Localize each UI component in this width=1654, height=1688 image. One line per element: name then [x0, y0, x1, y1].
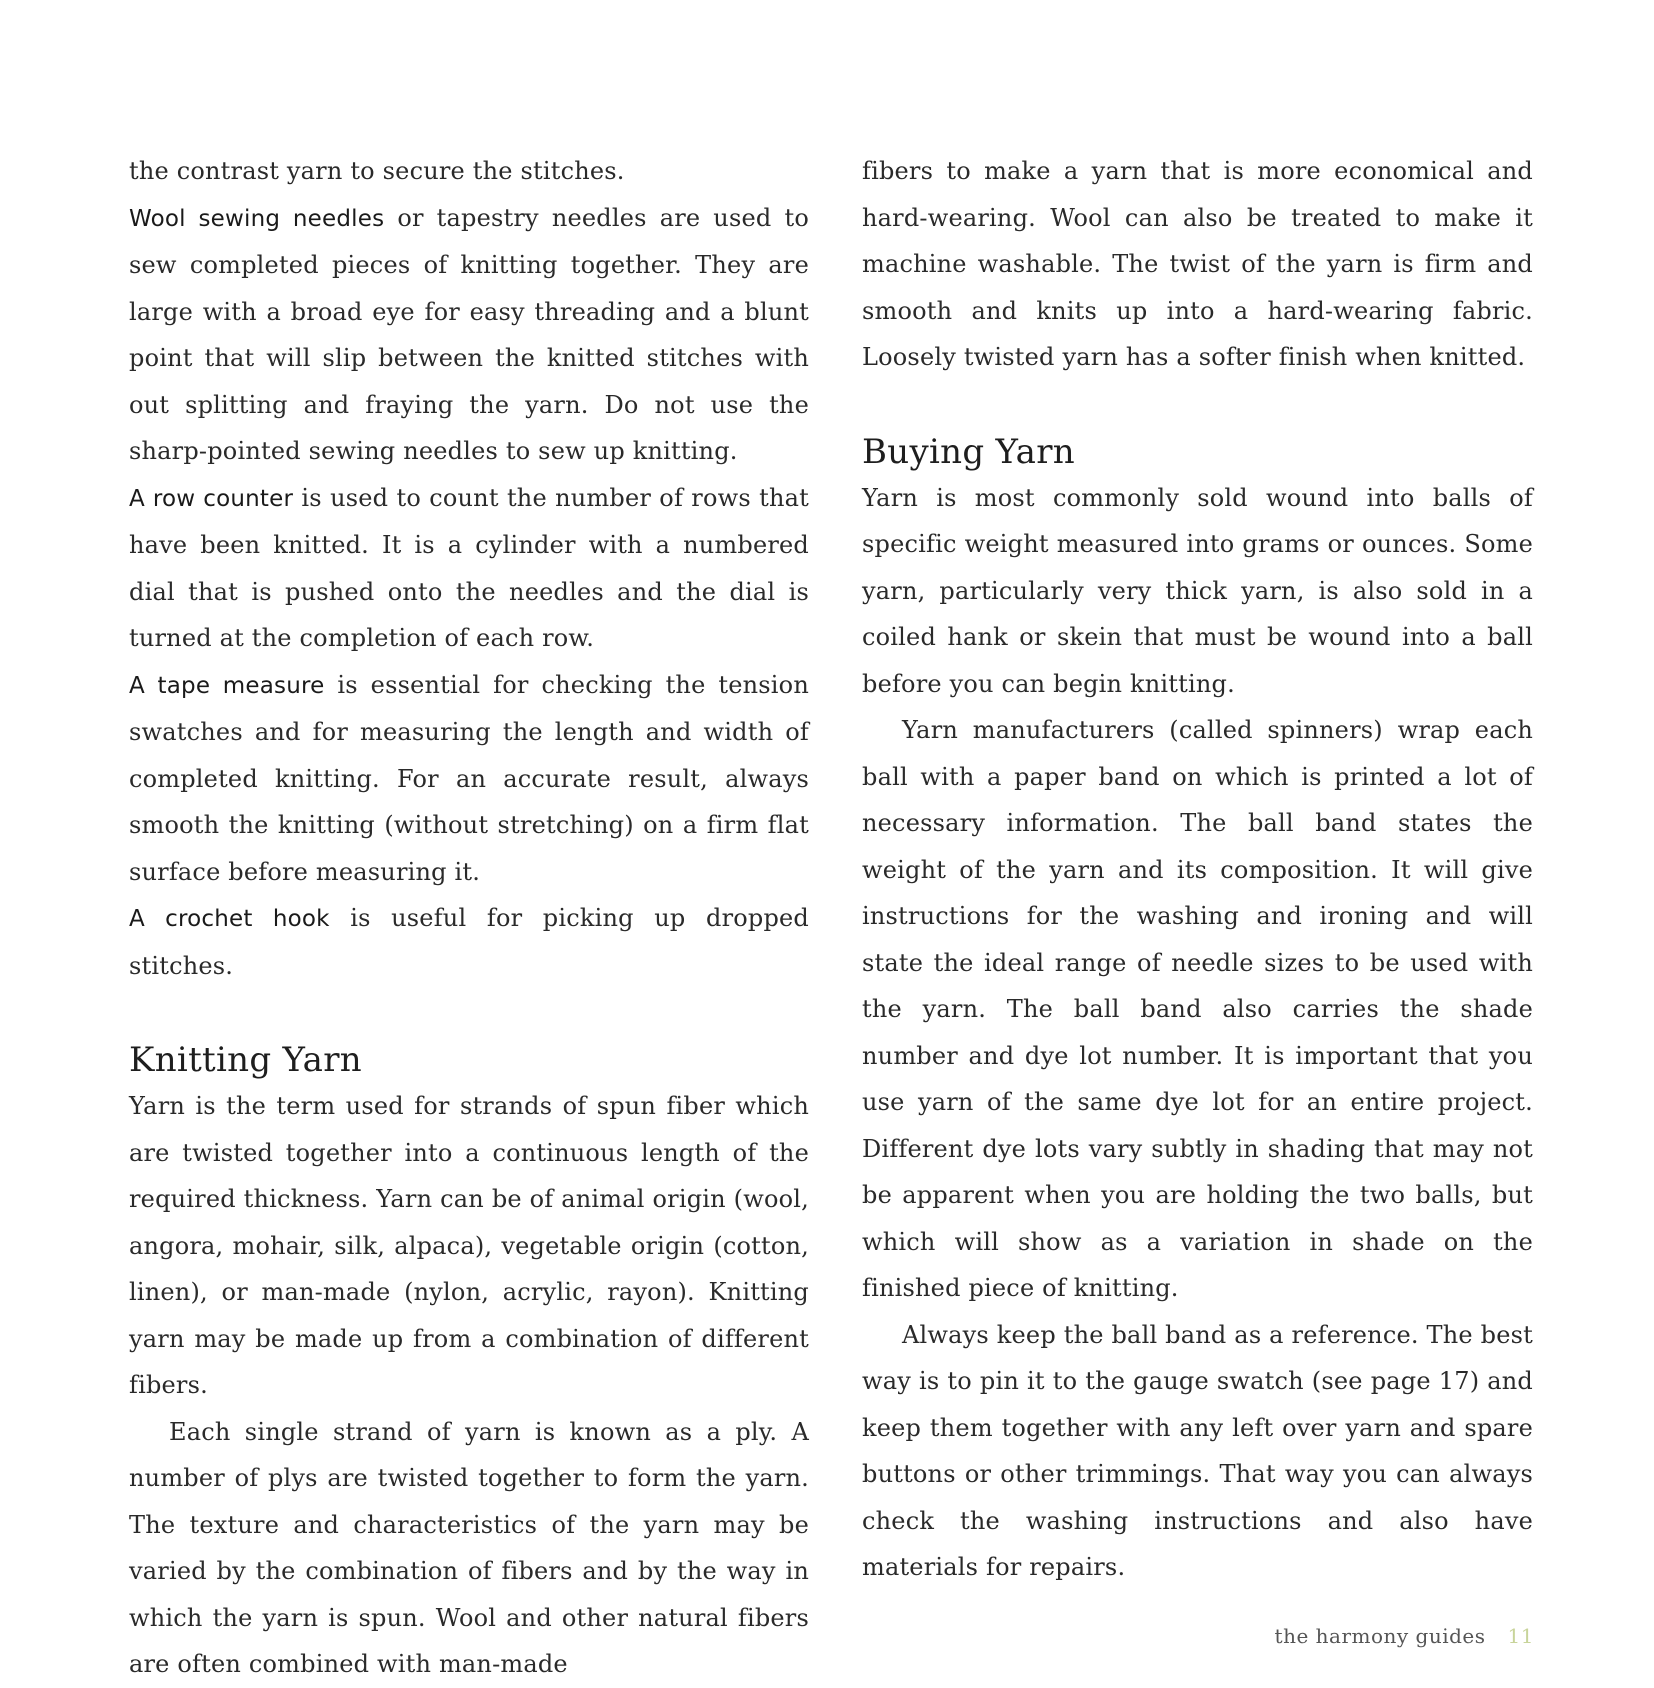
page-footer	[1275, 1624, 1534, 1648]
text-crochet-hook: is useful for picking up dropped stitches.	[129, 904, 809, 980]
series-title: the harmony guides	[1274, 1624, 1486, 1648]
term-tape-measure: A tape measure	[129, 672, 325, 699]
text-wool-sewing-needles: or tapestry needles are used to sew completed pieces of knitting together. They are large with a broad eye for easy threading and a blunt point that will slip between the knitted stitches with out splitting and fraying the yarn. Do not use the sharp-pointed sewing needles to sew up knitting.	[129, 203, 809, 465]
right-column	[862, 148, 1533, 1591]
section-gap	[862, 381, 1533, 429]
term-row-counter: A row counter	[129, 485, 294, 512]
section-gap	[129, 989, 809, 1037]
paragraph-continued: fibers to make a yarn that is more economical and hard-wearing. Wool can also be treated to make it machine washable. The twist of the yarn is firm and smooth and knits up into a hard-wearing fabric. Loosely twisted yarn has a softer finish when knitted.	[862, 157, 1533, 371]
heading-buying-yarn: Buying Yarn	[862, 431, 1075, 472]
paragraph-keep-band: Always keep the ball band as a reference. The best way is to pin it to the gauge swatch (see page 17) and keep them together with any left over yarn and spare buttons or other trimmings. That way you can always check the washing instructions and also have materials for repairs.	[862, 1320, 1533, 1581]
paragraph-intro: the contrast yarn to secure the stitches.	[129, 157, 625, 185]
left-column	[129, 148, 809, 1688]
paragraph-tape-measure	[129, 662, 809, 896]
paragraph-wool-sewing-needles	[129, 195, 809, 475]
paragraph-yarn-definition: Yarn is the term used for strands of spun fiber which are twisted together into a continuous length of the required thickness. Yarn can be of animal origin (wool, angora, mohair, silk, alpaca), vegetable origin (cotton, linen), or man-made (nylon, acrylic, rayon). Knitting yarn may be made up from a combination of different fibers.	[129, 1092, 809, 1399]
paragraph-row-counter	[129, 475, 809, 662]
term-crochet-hook: A crochet hook	[129, 906, 330, 932]
page-number: 11	[1507, 1624, 1534, 1648]
paragraph-crochet-hook	[129, 895, 809, 989]
text-row-counter: is used to count the number of rows that have been knitted. It is a cylinder with a numbered dial that is pushed onto the needles and the dial is turned at the completion of each row.	[129, 483, 809, 652]
paragraph-ball-band: Yarn manufacturers (called spinners) wrap each ball with a paper band on which is printed a lot of necessary information. The ball band states the weight of the yarn and its composition. It will give instructions for the washing and ironing and will state the ideal range of needle sizes to be used with the yarn. The ball band also carries the shade number and dye lot number. It is important that you use yarn of the same dye lot for an entire project. Different dye lots vary subtly in shading that may not be apparent when you are holding the two balls, but which will show as a variation in shade on the finished piece of knitting.	[862, 716, 1533, 1302]
heading-knitting-yarn: Knitting Yarn	[129, 1040, 362, 1080]
text-tape-measure: is essential for checking the tension swatches and for measuring the length and width of completed knitting. For an accurate result, always smooth the knitting (without stretching) on a firm flat surface before measuring it.	[129, 670, 809, 886]
paragraph-yarn-sold: Yarn is most commonly sold wound into balls of specific weight measured into grams or ounces. Some yarn, particularly very thick yarn, is also sold in a coiled hank or skein that must be wound into a ball before you can begin knitting.	[862, 483, 1533, 698]
paragraph-ply: Each single strand of yarn is known as a ply. A number of plys are twisted together to form the yarn. The texture and characteristics of the yarn may be varied by the combination of fibers and by the way in which the yarn is spun. Wool and other natural fibers are often combined with man-made	[129, 1417, 809, 1678]
term-wool-sewing-needles: Wool sewing needles	[129, 205, 385, 232]
